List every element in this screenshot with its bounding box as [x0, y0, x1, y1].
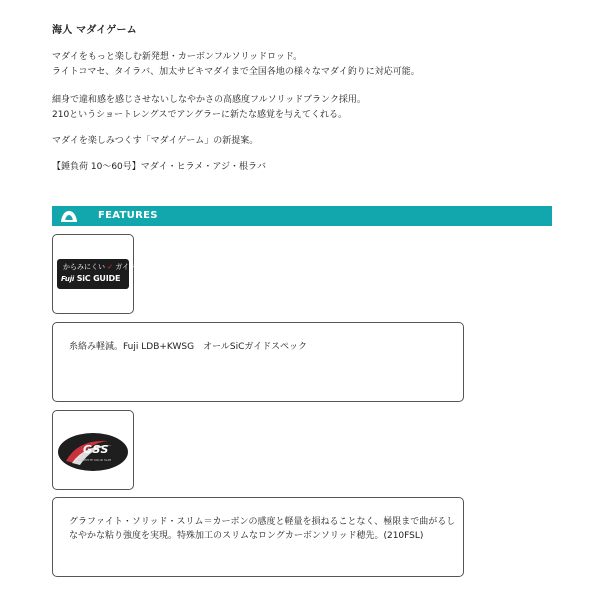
intro-line: マダイをもっと楽しむ新発想・カーボンフルソリッドロッド。 [52, 52, 303, 62]
feature-line: なやかな粘り強度を実現。特殊加工のスリムなロングカーボンソリッド穂先。(210FSL) [69, 531, 424, 541]
feature-icon-box-gss [52, 410, 134, 490]
product-title: 海人 マダイゲーム [52, 25, 137, 36]
feature-icon-box-fuji-sic [52, 234, 137, 314]
sinker-load-spec [52, 160, 266, 175]
fuji-logo-product: Fuji SiC GUIDE [61, 274, 121, 283]
feature-description-gss [52, 497, 464, 577]
gss-logo-text: GSS [83, 443, 109, 456]
features-header-bar [52, 206, 552, 226]
intro-line: 210というショートレングスでアングラーに新たな感覚を与えてくれる。 [52, 110, 347, 120]
feature-line: 糸絡み軽減。Fuji LDB+KWSG オールSiCガイドスペック [69, 342, 308, 352]
gss-logo-icon [58, 433, 128, 471]
brand-mark-icon [52, 206, 86, 226]
intro-paragraph-1 [52, 50, 420, 80]
intro-line: ライトコマセ、タイラバ、加太サビキマダイまで全国各地の様々なマダイ釣りに対応可能。 [52, 67, 420, 77]
feature-text [69, 340, 307, 354]
fuji-logo-tagline: からみにくい ✓ ガイド [63, 263, 137, 271]
features-label: FEATURES [98, 210, 158, 221]
feature-description-fuji-sic [52, 322, 464, 402]
gss-logo-subtext: GRAPHITE SOLID SLIM [78, 458, 112, 462]
intro-line: マダイを楽しみつくす「マダイゲーム」の新提案。 [52, 136, 259, 146]
intro-line: 細身で違和感を感じさせないしなやかさの高感度フルソリッドブランク採用。 [52, 95, 366, 105]
intro-paragraph-3 [52, 134, 258, 149]
intro-paragraph-2 [52, 93, 366, 123]
intro-line: 【錘負荷 10〜60号】マダイ・ヒラメ・アジ・根ラバ [52, 162, 266, 172]
fuji-sic-guide-logo-icon [57, 259, 137, 289]
feature-text [69, 515, 455, 543]
feature-line: グラファイト・ソリッド・スリム＝カーボンの感度と軽量を損ねることなく、極限まで曲がるし [69, 517, 456, 527]
